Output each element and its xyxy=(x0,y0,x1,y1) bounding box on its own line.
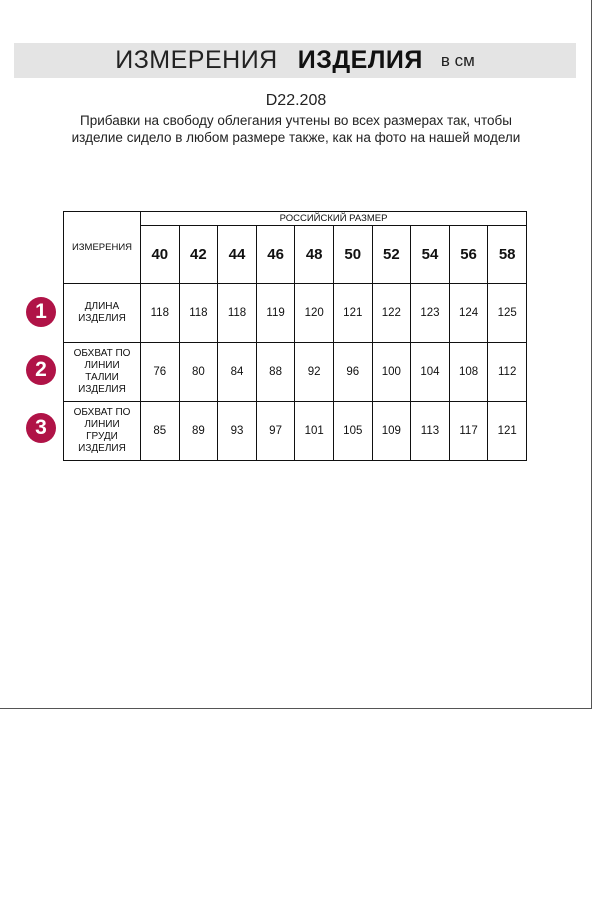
header-bar xyxy=(14,43,576,78)
table-cell: 85 xyxy=(141,402,180,461)
table-cell: 76 xyxy=(141,343,180,402)
row-label-line: ИЗДЕЛИЯ xyxy=(78,384,126,395)
table-cell: 93 xyxy=(218,402,257,461)
table-cell: 88 xyxy=(256,343,295,402)
table-cell: 123 xyxy=(411,284,450,343)
table-cell: 113 xyxy=(411,402,450,461)
row-label-line: ГРУДИ xyxy=(86,431,118,442)
row-label-line: ИЗДЕЛИЯ xyxy=(78,443,126,454)
row-label-line: ЛИНИИ xyxy=(84,360,120,371)
title-product: ИЗДЕЛИЯ xyxy=(297,46,423,74)
table-cell: 117 xyxy=(449,402,488,461)
product-code: D22.208 xyxy=(265,92,327,109)
row-label-chest xyxy=(64,402,141,461)
size-header: 58 xyxy=(488,226,527,284)
row-number-badge-2: 2 xyxy=(26,355,56,385)
table-cell: 80 xyxy=(179,343,218,402)
row-label-line: ТАЛИИ xyxy=(85,372,119,383)
size-header: 42 xyxy=(179,226,218,284)
row-label-line: ДЛИНА xyxy=(84,301,120,312)
size-header: 44 xyxy=(218,226,257,284)
table-cell: 125 xyxy=(488,284,527,343)
row-number-badge-1: 1 xyxy=(26,297,56,327)
row-label-line: ОБХВАТ ПО xyxy=(73,348,131,359)
table-row xyxy=(64,284,527,343)
table-cell: 101 xyxy=(295,402,334,461)
title-unit: в см xyxy=(440,50,475,70)
table-row xyxy=(64,343,527,402)
size-header: 50 xyxy=(333,226,372,284)
size-header: 40 xyxy=(141,226,180,284)
table-cell: 100 xyxy=(372,343,411,402)
row-label-line: ЛИНИИ xyxy=(84,419,120,430)
table-cell: 118 xyxy=(141,284,180,343)
size-header: 54 xyxy=(411,226,450,284)
table-cell: 120 xyxy=(295,284,334,343)
row-label-waist xyxy=(64,343,141,402)
fit-note: Прибавки на свободу облегания учтены во всех размерах так, чтобы изделие сидело в любом размере также, как на фото на нашей модели xyxy=(71,113,521,145)
table-row xyxy=(64,402,527,461)
size-group-header: РОССИЙСКИЙ РАЗМЕР xyxy=(141,212,527,226)
row-label-line: ИЗДЕЛИЯ xyxy=(78,313,126,324)
size-header: 46 xyxy=(256,226,295,284)
title-measurements: ИЗМЕРЕНИЯ xyxy=(115,46,278,74)
measure-column-header: ИЗМЕРЕНИЯ xyxy=(64,212,141,284)
table-cell: 97 xyxy=(256,402,295,461)
table-cell: 104 xyxy=(411,343,450,402)
row-number-badge-3: 3 xyxy=(26,413,56,443)
row-label-line: ОБХВАТ ПО xyxy=(73,407,131,418)
table-cell: 118 xyxy=(218,284,257,343)
table-cell: 109 xyxy=(372,402,411,461)
table-cell: 84 xyxy=(218,343,257,402)
table-cell: 105 xyxy=(333,402,372,461)
size-table xyxy=(63,211,527,461)
size-header: 56 xyxy=(449,226,488,284)
table-header-row-1 xyxy=(64,212,527,226)
row-label-length xyxy=(64,284,141,343)
table-cell: 92 xyxy=(295,343,334,402)
table-cell: 96 xyxy=(333,343,372,402)
table-cell: 122 xyxy=(372,284,411,343)
table-cell: 89 xyxy=(179,402,218,461)
table-cell: 112 xyxy=(488,343,527,402)
table-cell: 118 xyxy=(179,284,218,343)
size-header: 48 xyxy=(295,226,334,284)
table-cell: 119 xyxy=(256,284,295,343)
table-cell: 121 xyxy=(333,284,372,343)
table-cell: 121 xyxy=(488,402,527,461)
table-cell: 108 xyxy=(449,343,488,402)
size-header: 52 xyxy=(372,226,411,284)
table-cell: 124 xyxy=(449,284,488,343)
